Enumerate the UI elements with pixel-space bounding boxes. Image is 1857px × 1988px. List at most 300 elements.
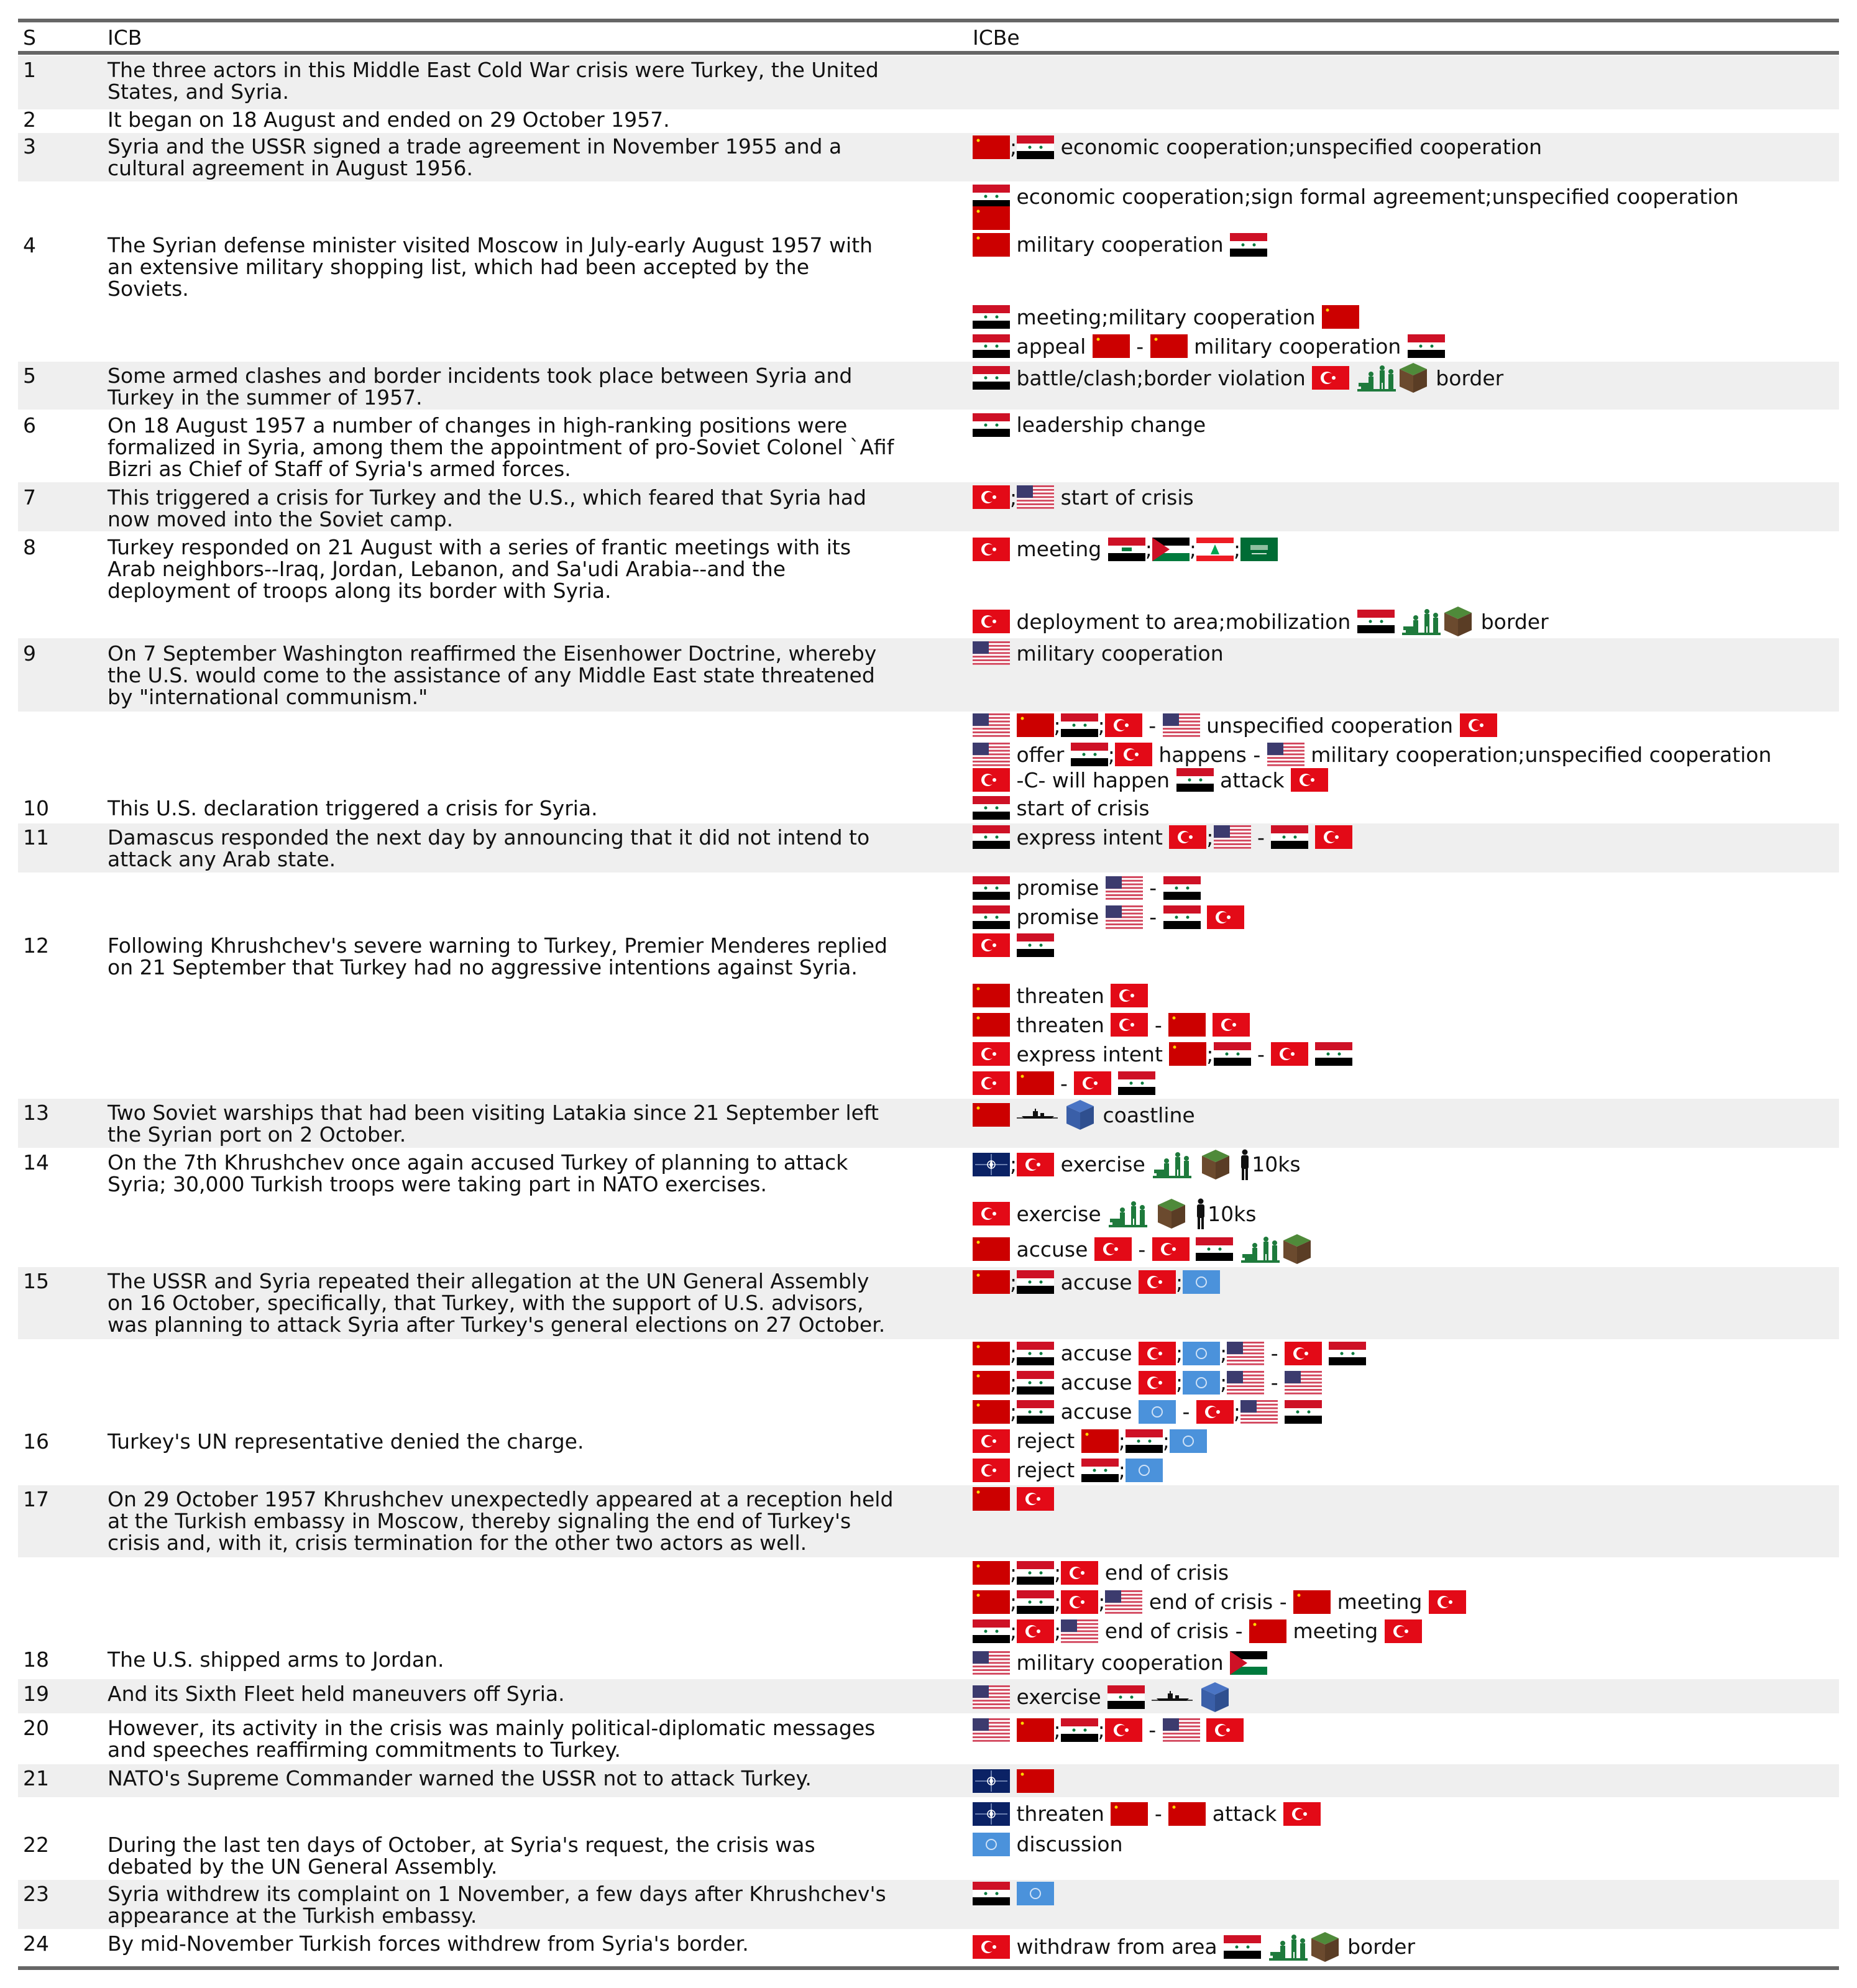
icb-text-line: attack any Arab state.	[108, 847, 336, 872]
flag-usa-icon	[973, 1685, 1010, 1709]
row-number: 12	[23, 933, 49, 958]
icbe-event-line	[973, 1151, 1301, 1178]
flag-ussr-icon	[1093, 334, 1130, 358]
icb-text-line: the Syrian port on 2 October.	[108, 1122, 406, 1147]
flag-ussr-icon	[1168, 1802, 1206, 1826]
icbe-text: express intent	[1010, 825, 1170, 850]
flag-turkey-icon	[1312, 366, 1349, 390]
icb-text-line: On the 7th Khrushchev once again accused Turkey of planning to attack	[108, 1150, 848, 1175]
person-icon	[1194, 1198, 1208, 1229]
icbe-text: ;	[1010, 1270, 1017, 1294]
flag-usa-icon	[973, 743, 1010, 766]
icbe-event-line	[973, 1618, 1422, 1645]
icbe-text	[1308, 1042, 1315, 1066]
icbe-event-line	[973, 536, 1278, 563]
flag-syria-icon	[973, 305, 1010, 329]
icbe-event-line	[973, 982, 1148, 1009]
icb-text-line: the U.S. would come to the assistance of any Middle East state threatened	[108, 663, 875, 688]
flag-turkey-icon	[1285, 1342, 1322, 1365]
icbe-text	[1010, 933, 1017, 957]
row-number: 15	[23, 1269, 49, 1294]
flag-lebanon-icon	[1196, 538, 1234, 561]
icbe-text: start of crisis	[1010, 795, 1150, 820]
flag-ussr-icon	[1111, 1802, 1148, 1826]
icbe-text: ;	[1010, 1590, 1017, 1615]
icbe-text: -	[1142, 1718, 1163, 1743]
icbe-text: ;	[1010, 1152, 1017, 1177]
flag-un-icon	[1017, 1882, 1054, 1905]
icbe-text: leadership change	[1010, 413, 1206, 437]
icbe-event-line	[973, 1200, 1256, 1227]
flag-un-icon	[1183, 1270, 1220, 1294]
icbe-text	[1111, 1071, 1118, 1096]
row-number: 21	[23, 1766, 49, 1791]
icbe-text: battle/clash;border violation	[1010, 365, 1313, 390]
icbe-text: ;	[1053, 713, 1061, 738]
icbe-text: accuse	[1054, 1399, 1139, 1424]
flag-syria-icon	[1017, 1371, 1054, 1395]
row-number: 24	[23, 1931, 49, 1956]
icb-text-line: On 18 August 1957 a number of changes in high-ranking positions were	[108, 413, 848, 437]
flag-syria-icon	[1230, 233, 1267, 257]
icbe-text: accuse	[1054, 1370, 1139, 1395]
icbe-event-line	[973, 1767, 1054, 1795]
land-block-icon	[1398, 362, 1428, 394]
icbe-text: 10ks	[1252, 1152, 1301, 1177]
flag-ussr-icon	[1322, 305, 1359, 329]
flag-syria-icon	[1061, 1718, 1098, 1742]
icb-text-line: at the Turkish embassy in Moscow, thereby signaling the end of Turkey's	[108, 1509, 851, 1534]
icb-text-line: Syria and the USSR signed a trade agreement in November 1955 and a	[108, 134, 842, 158]
bottom-rule	[18, 1966, 1839, 1970]
flag-turkey-icon	[1115, 743, 1152, 766]
icbe-text: accuse	[1054, 1341, 1139, 1366]
row-number: 9	[23, 641, 36, 666]
flag-syria-icon	[1017, 1590, 1054, 1614]
flag-turkey-icon	[1105, 1718, 1142, 1742]
flag-turkey-icon	[973, 610, 1010, 633]
icb-text-line: Turkey's UN representative denied the charge.	[108, 1429, 584, 1454]
flag-ussr-icon	[973, 1270, 1010, 1294]
icbe-text	[1010, 1769, 1017, 1793]
land-block-icon	[1201, 1148, 1231, 1181]
icbe-text: accuse	[1054, 1270, 1139, 1294]
flag-usa-icon	[973, 1651, 1010, 1675]
icbe-text: attack	[1206, 1802, 1283, 1826]
icbe-event-line	[973, 1588, 1466, 1616]
flag-turkey-icon	[1061, 1561, 1098, 1585]
flag-ussr-icon	[973, 1342, 1010, 1365]
icbe-text: end of crisis -	[1142, 1590, 1294, 1615]
icb-text-line: formalized in Syria, among them the appointment of pro-Soviet Colonel `Afif	[108, 434, 894, 459]
icbe-text: -	[1142, 713, 1163, 738]
soldiers-icon	[1357, 364, 1396, 392]
icbe-event-line	[973, 1716, 1244, 1744]
flag-turkey-icon	[1283, 1802, 1321, 1826]
flag-syria-icon	[973, 1882, 1010, 1905]
icbe-text: accuse	[1010, 1237, 1094, 1262]
icbe-text: border	[1341, 1935, 1416, 1959]
icbe-text: meeting	[1331, 1590, 1429, 1615]
icb-text-line: Bizri as Chief of Staff of Syria's armed forces.	[108, 456, 571, 481]
icbe-text: -	[1148, 1012, 1169, 1037]
icbe-text: ;	[1162, 1429, 1170, 1454]
icbe-event-line	[973, 204, 1010, 232]
icb-text-line: The U.S. shipped arms to Jordan.	[108, 1647, 444, 1672]
icb-text-line: Soviets.	[108, 276, 189, 301]
flag-syria-icon	[973, 413, 1010, 437]
icbe-text: ;	[1118, 1429, 1126, 1454]
flag-syria-icon	[1176, 768, 1214, 792]
icb-text-line: by "international communism."	[108, 685, 428, 710]
icb-text-line: and speeches reaffirming commitments to Turkey.	[108, 1737, 621, 1762]
icbe-text: -	[1176, 1399, 1196, 1424]
icbe-text: -	[1142, 905, 1163, 930]
icbe-text	[1232, 1152, 1239, 1176]
flag-turkey-icon	[1074, 1071, 1111, 1095]
flag-syria-icon	[1408, 334, 1445, 358]
icbe-text	[1261, 1935, 1268, 1959]
icb-text-line: The Syrian defense minister visited Moscow in July-early August 1957 with	[108, 232, 873, 257]
flag-ussr-icon	[1017, 1718, 1054, 1742]
icbe-text: unspecified cooperation	[1199, 713, 1460, 738]
flag-syria-icon	[973, 796, 1010, 820]
icb-text-line: NATO's Supreme Commander warned the USSR not to attack Turkey.	[108, 1766, 812, 1791]
icbe-text: promise	[1010, 905, 1106, 930]
icbe-text: promise	[1010, 876, 1106, 900]
icbe-event-line	[973, 1880, 1054, 1907]
flag-ussr-icon	[973, 1371, 1010, 1395]
icbe-text: military cooperation;unspecified cooperation	[1304, 742, 1772, 767]
flag-ussr-icon	[1293, 1590, 1331, 1614]
icb-text-line: Turkey in the summer of 1957.	[108, 385, 423, 410]
icbe-event-line	[973, 411, 1206, 439]
icbe-text: -	[1131, 1237, 1152, 1262]
flag-ussr-icon	[973, 1400, 1010, 1424]
flag-syria-icon	[973, 876, 1010, 900]
warship-icon	[1017, 1109, 1058, 1121]
flag-turkey-icon	[973, 1071, 1010, 1095]
flag-usa-icon	[1240, 1400, 1278, 1424]
icb-text-line: The three actors in this Middle East Cold War crisis were Turkey, the United	[108, 58, 879, 83]
row-number: 6	[23, 413, 36, 437]
icbe-text: deployment to area;mobilization	[1010, 609, 1357, 634]
flag-turkey-icon	[1017, 1619, 1054, 1643]
icbe-text: ;	[1010, 485, 1017, 510]
flag-usa-icon	[1163, 1718, 1200, 1742]
icbe-text: -	[1148, 1802, 1169, 1826]
flag-un-icon	[973, 1833, 1010, 1856]
flag-syria-icon	[1017, 1400, 1054, 1424]
flag-usa-icon	[1106, 876, 1143, 900]
icbe-text: ;	[1054, 1560, 1061, 1585]
flag-usa-icon	[1106, 905, 1143, 929]
flag-turkey-icon	[973, 1935, 1010, 1959]
icbe-event-line	[973, 231, 1267, 259]
flag-syria-icon	[1118, 1071, 1155, 1095]
flag-turkey-icon	[973, 1429, 1010, 1453]
icbe-text	[1010, 1071, 1017, 1096]
row-number: 2	[23, 107, 36, 132]
land-block-icon	[1157, 1198, 1186, 1230]
flag-nato-icon	[973, 1769, 1010, 1793]
flag-syria-icon	[1107, 1685, 1145, 1709]
flag-turkey-icon	[1111, 1013, 1148, 1037]
flag-syria-icon	[1017, 135, 1054, 159]
icbe-text: ;	[1176, 1370, 1183, 1395]
icbe-text	[1149, 1202, 1155, 1226]
row-number: 18	[23, 1647, 49, 1672]
row-number: 10	[23, 796, 49, 821]
flag-ussr-icon	[973, 233, 1010, 257]
icbe-text: ;	[1010, 1370, 1017, 1395]
flag-syria-icon	[1017, 933, 1054, 957]
flag-turkey-icon	[1139, 1371, 1176, 1395]
flag-syria-icon	[1017, 1342, 1054, 1365]
icbe-text: military cooperation	[1187, 334, 1408, 359]
icbe-text: ;	[1176, 1270, 1183, 1294]
flag-turkey-icon	[1429, 1590, 1466, 1614]
row-number: 23	[23, 1882, 49, 1907]
icbe-text	[1188, 1202, 1194, 1226]
icbe-text: ;	[1010, 1619, 1017, 1644]
flag-ussr-icon	[973, 1103, 1010, 1127]
flag-usa-icon	[973, 713, 1010, 737]
icbe-text: attack	[1213, 767, 1291, 792]
icbe-event-line	[973, 1070, 1155, 1097]
icbe-text: ;	[1010, 1341, 1017, 1366]
icbe-text: -	[1250, 825, 1272, 850]
icbe-text: ;	[1145, 537, 1152, 562]
flag-jordan-icon	[1230, 1651, 1267, 1675]
icbe-text: ;	[1220, 1370, 1227, 1395]
header-icbe: ICBe	[973, 25, 1020, 50]
icbe-event-line	[973, 1485, 1054, 1513]
soldiers-icon	[1402, 608, 1441, 635]
icbe-event-line	[973, 794, 1150, 822]
flag-syria-icon	[1163, 876, 1201, 900]
icbe-text: threaten	[1010, 983, 1111, 1008]
flag-usa-icon	[1267, 743, 1304, 766]
flag-syria-icon	[1017, 1561, 1054, 1585]
flag-turkey-icon	[1017, 1487, 1054, 1511]
flag-usa-icon	[1017, 485, 1054, 509]
icbe-text: meeting;military cooperation	[1010, 305, 1322, 329]
icb-text-line: This U.S. declaration triggered a crisis for Syria.	[108, 796, 598, 821]
icbe-text: military cooperation	[1010, 1651, 1231, 1675]
soldiers-icon	[1269, 1933, 1308, 1961]
icb-text-line: States, and Syria.	[108, 80, 290, 104]
flag-syria-icon	[1214, 1042, 1251, 1066]
row-number: 13	[23, 1100, 49, 1125]
icbe-text: express intent	[1010, 1042, 1170, 1066]
row-number: 5	[23, 364, 36, 388]
icb-text-line: Some armed clashes and border incidents took place between Syria and	[108, 364, 853, 388]
icbe-text: ;	[1233, 1399, 1241, 1424]
row-number: 22	[23, 1832, 49, 1857]
flag-turkey-icon	[973, 768, 1010, 792]
icb-text-line: And its Sixth Fleet held maneuvers off Syria.	[108, 1681, 565, 1706]
flag-turkey-icon	[973, 1459, 1010, 1482]
icbe-text: economic cooperation;sign formal agreement;unspecified cooperation	[1010, 184, 1739, 209]
icb-text-line: Turkey responded on 21 August with a series of frantic meetings with its	[108, 534, 851, 559]
flag-syria-icon	[973, 825, 1010, 849]
icbe-text: -	[1264, 1341, 1285, 1366]
icbe-event-line	[973, 1268, 1220, 1296]
icbe-text	[1190, 1237, 1196, 1262]
flag-syria-icon	[973, 905, 1010, 929]
icbe-text: -	[1250, 1042, 1272, 1066]
icbe-text: happens -	[1152, 742, 1267, 767]
flag-usa-icon	[1163, 713, 1200, 737]
flag-ussr-icon	[973, 1237, 1010, 1261]
flag-turkey-icon	[973, 1202, 1010, 1225]
icbe-event-line	[973, 608, 1549, 635]
icbe-text: 10ks	[1208, 1201, 1257, 1226]
icb-text-line: The USSR and Syria repeated their allegation at the UN General Assembly	[108, 1269, 869, 1294]
icbe-event-line	[973, 1559, 1229, 1587]
icbe-text: ;	[1010, 1560, 1017, 1585]
icbe-text: military cooperation	[1010, 641, 1224, 666]
icbe-text: economic cooperation;unspecified cooperation	[1054, 135, 1543, 160]
icb-text-line: On 7 September Washington reaffirmed the Eisenhower Doctrine, whereby	[108, 641, 877, 666]
icbe-text: ;	[1189, 537, 1196, 562]
icbe-text: appeal	[1010, 334, 1093, 359]
flag-ussr-icon	[973, 1487, 1010, 1511]
flag-syria-icon	[1285, 1400, 1322, 1424]
flag-ussr-icon	[973, 206, 1010, 230]
flag-ussr-icon	[1249, 1619, 1286, 1643]
icb-text-line: This triggered a crisis for Turkey and the U.S., which feared that Syria had	[108, 485, 866, 510]
icbe-text: -	[1142, 876, 1163, 900]
icbe-text	[1010, 1718, 1017, 1742]
icbe-event-line	[973, 823, 1352, 851]
icbe-text: ;	[1233, 537, 1241, 562]
icbe-text: offer	[1010, 742, 1071, 767]
flag-ussr-icon	[1169, 1042, 1206, 1066]
flag-turkey-icon	[1206, 1718, 1244, 1742]
land-block-icon	[1310, 1931, 1340, 1963]
icbe-text: exercise	[1010, 1201, 1108, 1226]
icbe-text	[1200, 1718, 1207, 1742]
flag-usa-icon	[1214, 825, 1251, 849]
icb-text-line: was planning to attack Syria after Turkey's general elections on 27 October.	[108, 1312, 886, 1337]
icbe-text: end of crisis -	[1098, 1619, 1250, 1644]
flag-ussr-icon	[973, 135, 1010, 159]
icb-text-line: debated by the UN General Assembly.	[108, 1854, 498, 1879]
icb-text-line: Damascus responded the next day by announcing that it did not intend to	[108, 825, 870, 850]
flag-nato-icon	[973, 1802, 1010, 1826]
row-number: 17	[23, 1487, 49, 1512]
icbe-event-line	[973, 932, 1054, 959]
icb-text-line: an extensive military shopping list, which had been accepted by the	[108, 254, 809, 279]
icbe-text: threaten	[1010, 1802, 1111, 1826]
flag-syria-icon	[1357, 610, 1395, 633]
row-number: 3	[23, 134, 36, 158]
icbe-text: ;	[1206, 1042, 1214, 1066]
flag-un-icon	[1183, 1371, 1220, 1395]
icb-text-line: However, its activity in the crisis was mainly political-diplomatic messages	[108, 1715, 876, 1740]
icbe-text	[1145, 1685, 1152, 1709]
icb-text-line: Two Soviet warships that had been visiting Latakia since 21 September left	[108, 1100, 879, 1125]
soldiers-icon	[1109, 1200, 1147, 1227]
icbe-event-line	[973, 1235, 1313, 1263]
icbe-text: ;	[1010, 1399, 1017, 1424]
icbe-text	[1058, 1103, 1065, 1127]
flag-syria-icon	[1071, 743, 1108, 766]
icb-text-line: During the last ten days of October, at Syria's request, the crisis was	[108, 1832, 815, 1857]
icbe-text	[1206, 1013, 1213, 1037]
flag-un-icon	[1183, 1342, 1220, 1365]
icbe-event-line	[973, 1683, 1231, 1711]
icbe-text: coastline	[1096, 1102, 1195, 1127]
flag-syria-icon	[1017, 1270, 1054, 1294]
icb-text-line: on 21 September that Turkey had no aggressive intentions against Syria.	[108, 955, 858, 979]
flag-nato-icon	[973, 1153, 1010, 1176]
icbe-text: exercise	[1010, 1685, 1108, 1710]
icbe-event-line	[973, 1933, 1415, 1961]
flag-usa-icon	[973, 641, 1010, 665]
header-rule	[18, 51, 1839, 55]
row-number: 19	[23, 1681, 49, 1706]
flag-jordan-icon	[1152, 538, 1190, 561]
icb-text-line: Arab neighbors--Iraq, Jordan, Lebanon, and Sa'udi Arabia--and the	[108, 556, 786, 581]
flag-syria-icon	[1081, 1459, 1119, 1482]
flag-turkey-icon	[1315, 825, 1352, 849]
flag-syria-icon	[973, 366, 1010, 390]
flag-un-icon	[1139, 1400, 1176, 1424]
icbe-event-line	[973, 364, 1503, 392]
icbe-event-line	[973, 712, 1497, 739]
flag-syria-icon	[973, 1619, 1010, 1643]
warship-icon	[1152, 1691, 1193, 1703]
flag-usa-icon	[1061, 1619, 1098, 1643]
flag-turkey-icon	[1094, 1237, 1132, 1261]
icbe-event-line	[973, 741, 1771, 768]
flag-usa-icon	[1227, 1371, 1264, 1395]
icb-text-line: Following Khrushchev's severe warning to Turkey, Premier Menderes replied	[108, 933, 887, 958]
icbe-text: ;	[1098, 713, 1105, 738]
icb-text-line: appearance at the Turkish embassy.	[108, 1903, 477, 1928]
icbe-text	[1193, 1685, 1199, 1709]
icb-text-line: By mid-November Turkish forces withdrew from Syria's border.	[108, 1931, 749, 1956]
icbe-event-line	[973, 874, 1201, 902]
icbe-text	[1395, 610, 1401, 634]
flag-syria-icon	[1126, 1429, 1163, 1453]
icbe-text: meeting	[1010, 537, 1108, 562]
icbe-text: ;	[1220, 1341, 1227, 1366]
water-block-icon	[1200, 1681, 1230, 1713]
icbe-text: -	[1053, 1071, 1075, 1096]
icbe-text: reject	[1010, 1458, 1081, 1483]
flag-turkey-icon	[1196, 1400, 1234, 1424]
flag-turkey-icon	[1139, 1270, 1176, 1294]
icbe-event-line	[973, 1457, 1163, 1484]
icbe-text: threaten	[1010, 1012, 1111, 1037]
flag-turkey-icon	[1111, 984, 1148, 1007]
icbe-event-line	[973, 1427, 1207, 1455]
row-number: 4	[23, 232, 36, 257]
header-s: S	[23, 25, 36, 50]
flag-usa-icon	[1227, 1342, 1264, 1365]
icbe-text	[1010, 1103, 1017, 1127]
icbe-text: ;	[1054, 1619, 1061, 1644]
icbe-text: ;	[1118, 1458, 1126, 1483]
land-block-icon	[1443, 605, 1473, 638]
icbe-event-line	[973, 1040, 1352, 1068]
flag-syria-icon	[1329, 1342, 1366, 1365]
flag-turkey-icon	[1207, 905, 1244, 929]
